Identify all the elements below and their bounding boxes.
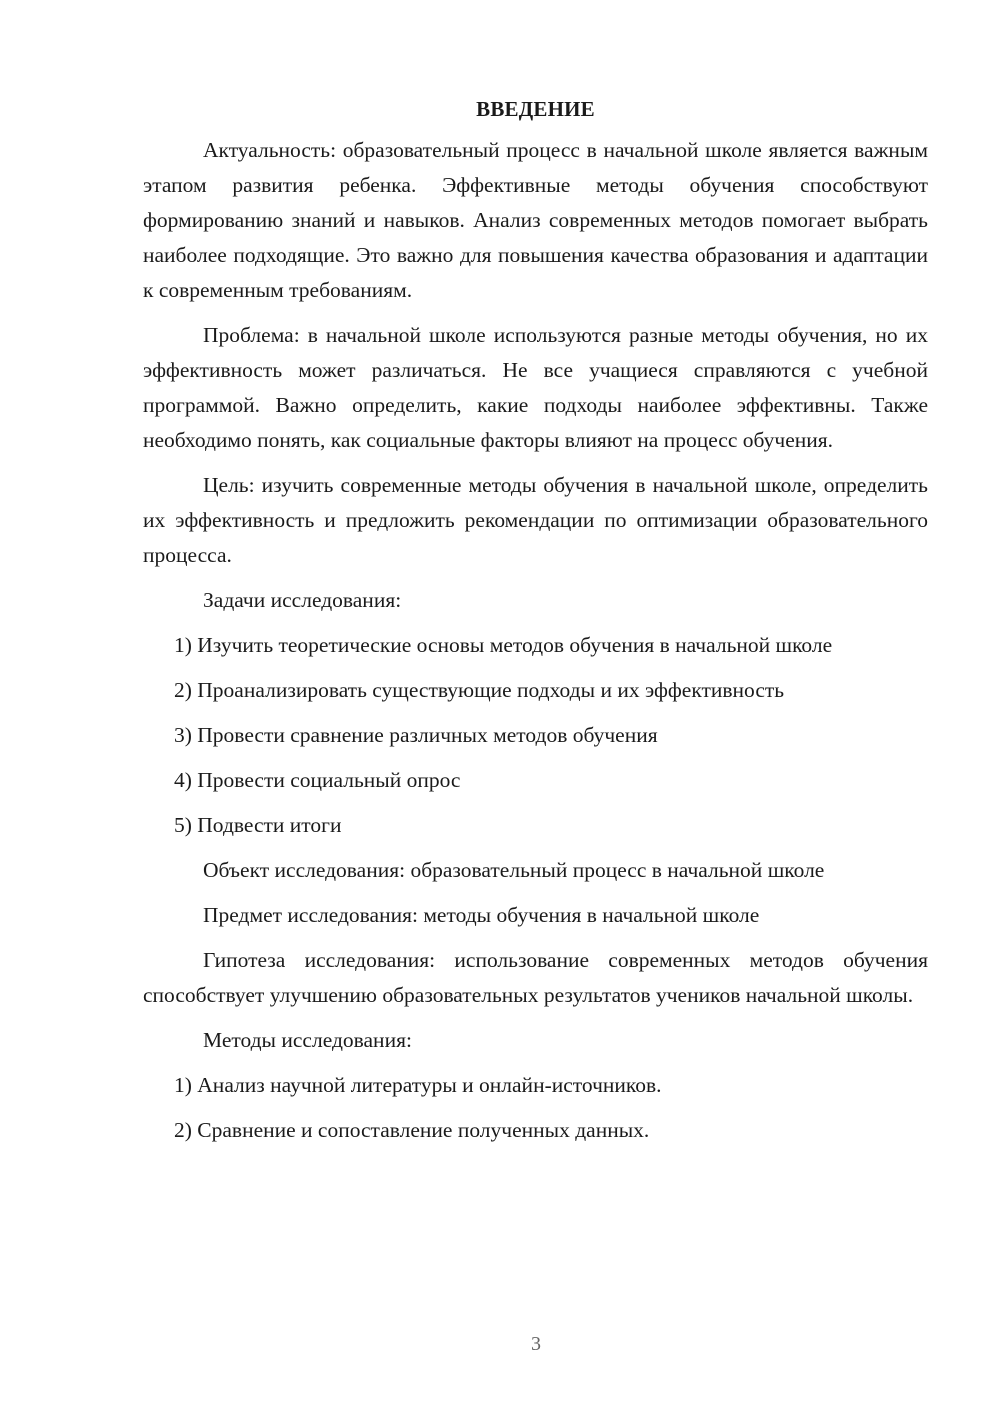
goal-paragraph: Цель: изучить современные методы обучения в начальной школе, определить их эффективность и предложить рекомендации по оптимизации образовательного процесса. [143,473,928,567]
research-object: Объект исследования: образовательный процесс в начальной школе [203,858,825,882]
methods-heading: Методы исследования: [203,1028,412,1052]
tasks-heading: Задачи исследования: [203,588,402,612]
page-number: 3 [531,1333,541,1355]
task-item-1: 1) Изучить теоретические основы методов обучения в начальной школе [174,633,833,657]
task-item-3: 3) Провести сравнение различных методов обучения [174,723,658,747]
task-item-5: 5) Подвести итоги [174,813,342,837]
hypothesis-paragraph: Гипотеза исследования: использование современных методов обучения способствует улучшению образовательных результатов учеников начальной школы. [143,948,928,1007]
relevance-paragraph: Актуальность: образовательный процесс в начальной школе является важным этапом развития ребенка. Эффективные методы обучения способствуют формированию знаний и навыков. Анализ современных методов помогает выбрать наиболее подходящие. Это важно для повышения качества образования и адаптации к современным требованиям. [143,138,928,302]
research-subject: Предмет исследования: методы обучения в начальной школе [203,903,760,927]
method-item-1: 1) Анализ научной литературы и онлайн-источников. [174,1073,662,1097]
problem-paragraph: Проблема: в начальной школе используются разные методы обучения, но их эффективность может различаться. Не все учащиеся справляются с учебной программой. Важно определить, какие подходы наиболее эффективны. Также необходимо понять, как социальные факторы влияют на процесс обучения. [143,323,928,452]
task-item-4: 4) Провести социальный опрос [174,768,461,792]
task-item-2: 2) Проанализировать существующие подходы и их эффективность [174,678,785,702]
method-item-2: 2) Сравнение и сопоставление полученных данных. [174,1118,650,1142]
document-page [143,92,928,1158]
section-title: ВВЕДЕНИЕ [476,97,595,121]
